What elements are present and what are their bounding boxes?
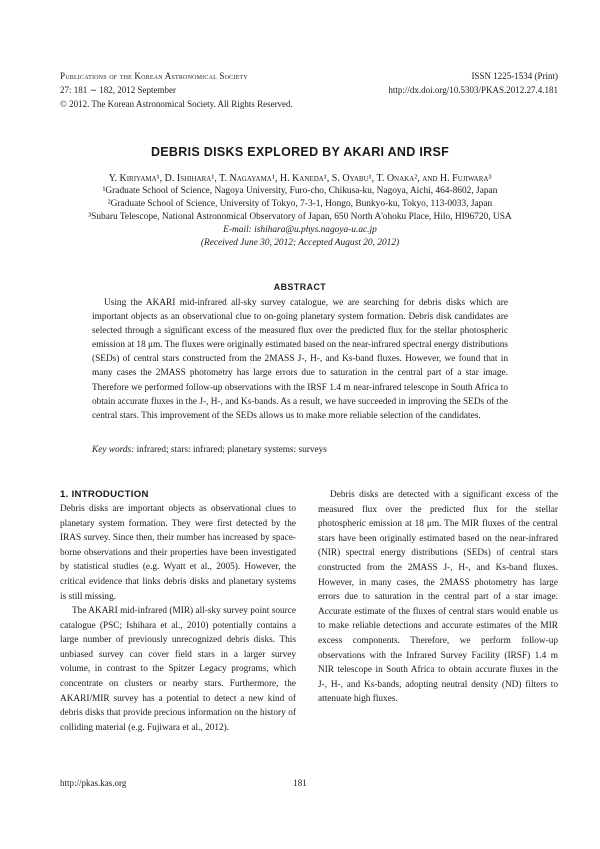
abstract-heading: ABSTRACT: [273, 282, 327, 292]
page-number: 181: [293, 778, 307, 788]
paper-title: DEBRIS DISKS EXPLORED BY AKARI AND IRSF: [150, 145, 450, 159]
intro-paragraph-1: Debris disks are important objects as observational clues to planetary system formation. They were first detected by the IRAS survey. Since then, their number has increased by space-borne observations and their properties have been investigated by statistical studies (e.g. Wyatt et al., 2005). However, the critical evidence that links debris disks and planetary systems is still missing.: [60, 504, 296, 602]
doi-link[interactable]: http://dx.doi.org/10.5303/PKAS.2012.27.4.181: [388, 85, 558, 95]
section-heading-introduction: 1. INTRODUCTION: [60, 489, 149, 500]
journal-name: Publications of the Korean Astronomical Society: [60, 71, 248, 81]
affiliation-2: ²Graduate School of Science, University of Tokyo, 7-3-1, Hongo, Bunkyo-ku, Tokyo, 113-0033, Japan: [107, 199, 493, 209]
issn: ISSN 1225-1534 (Print): [471, 71, 558, 81]
keywords-label: Key words:: [92, 445, 135, 455]
copyright-line: © 2012. The Korean Astronomical Society. All Rights Reserved.: [60, 99, 293, 109]
intro-paragraph-2: The AKARI mid-infrared (MIR) all-sky survey point source catalogue (PSC; Ishihara et al., 2010) potentially contains a large number of previously unrecognized debris disks. This unbiased survey can cover field stars in a larger survey volume, in contrast to the Spitzer Legacy programs, which concentrate on clusters or nearby stars. Furthermore, the AKARI/MIR survey has a potential to detect a new kind of debris disks that provide precious information on the history of colliding material (e.g. Fujiwara et al., 2012).: [60, 606, 296, 733]
received-date: (Received June 30, 2012; Accepted August 20, 2012): [200, 238, 400, 248]
email[interactable]: E-mail: ishihara@u.phys.nagoya-u.ac.jp: [223, 225, 377, 235]
keywords: [92, 445, 508, 455]
volume-issue: 27: 181 ∼ 182, 2012 September: [60, 85, 177, 95]
footer-url[interactable]: http://pkas.kas.org: [60, 778, 127, 788]
affiliation-3: ³Subaru Telescope, National Astronomical Observatory of Japan, 650 North A'ohoku Place, Hilo, HI96720, USA: [88, 212, 512, 222]
intro-paragraph-3: Debris disks are detected with a significant excess of the measured flux over the predicted flux for the stellar photospheric emission at 18 μm. The MIR fluxes of the central stars have been originally estimated based on the near-infrared (NIR) spectral energy distributions (SEDs) of central stars constructed from the 2MASS J-, H-, and Ks-band fluxes. However, in many cases, the 2MASS photometry has large errors due to saturation in the central part of a star image. Accurate estimate of the fluxes of central stars would enable us to make reliable detections and accurate estimates of the MIR excess components. Therefore, we perform follow-up observations with the Infrared Survey Facility (IRSF) 1.4 m NIR telescope in South Africa to obtain accurate fluxes in the J-, H-, and Ks-bands, adopting neutral density (ND) filters to attenuate high fluxes.: [318, 490, 558, 705]
affiliation-1: ¹Graduate School of Science, Nagoya University, Furo-cho, Chikusa-ku, Nagoya, Aichi, 464-8602, Japan: [102, 186, 498, 196]
keywords-list: infrared; stars: infrared; planetary systems: surveys: [136, 445, 327, 455]
abstract-text: Using the AKARI mid-infrared all-sky survey catalogue, we are searching for debris disks which are important objects as an observational clue to on-going planetary system formation. Debris disk candidates are selected through a significant excess of the measured flux over the predicted flux for the stellar photospheric emission at 18 μm. The fluxes were originally estimated based on the near-infrared spectral energy distributions (SEDs) of central stars constructed from the 2MASS J-, H-, and Ks-band fluxes. However, we found that in many cases the 2MASS photometry has large errors due to saturation in the central part of a star image. Therefore we performed follow-up observations with the IRSF 1.4 m near-infrared telescope in South Africa to obtain accurate fluxes in the J-, H-, and Ks-bands. As a result, we have succeeded in improving the SEDs of the central stars. This improvement of the SEDs allows us to make more reliable selection of the candidates.: [92, 298, 508, 421]
author-list: Y. Kiriyama¹, D. Ishihara¹, T. Nagayama¹, H. Kaneda¹, S. Oyabu¹, T. Onaka², and H. Fujiwara³: [108, 173, 492, 184]
